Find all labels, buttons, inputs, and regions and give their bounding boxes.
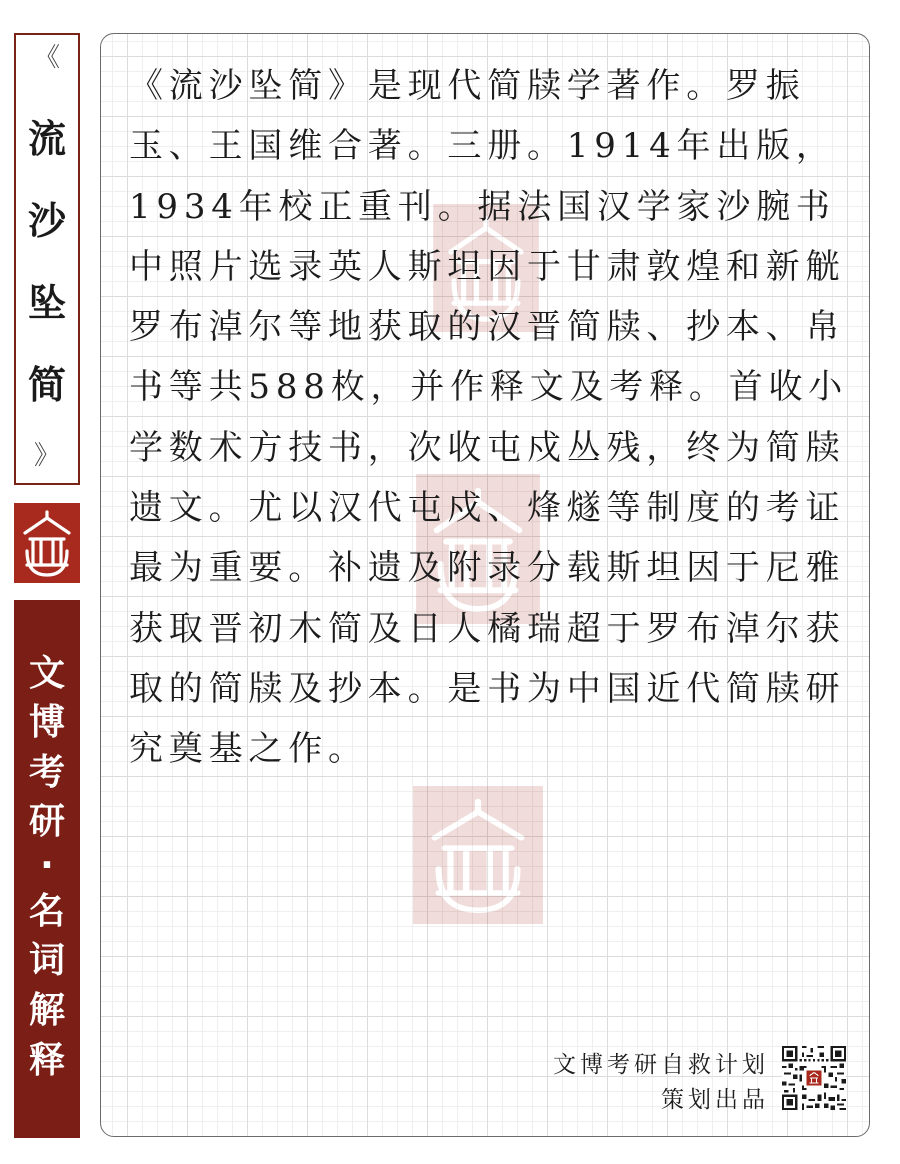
title-open-bracket: 《	[33, 43, 60, 73]
title-char: 流	[27, 117, 66, 161]
title-char: 坠	[27, 281, 66, 325]
title-char: 简	[27, 363, 66, 407]
banner-char: ·	[40, 845, 54, 886]
seal-emblem-icon-graphic	[14, 503, 80, 583]
content-card	[100, 33, 870, 1137]
seal-emblem-icon	[14, 503, 80, 583]
banner-char: 研	[28, 801, 65, 842]
entry-body-text: 《流沙坠简》是现代简牍学著作。罗振玉、王国维合著。三册。1914年出版，1934年校正重刊。据法国汉学家沙腕书中照片选录英人斯坦因于甘肃敦煌和新觥罗布淖尔等地获取的汉晋简牍、抄本、帛书等共588枚，并作释文及考释。首收小学数术方技书，次收屯戍丛残，终为简牍遗文。尤以汉代屯戍、烽燧等制度的考证最为重要。补遗及附录分载斯坦因于尼雅获取晋初木简及日人橘瑞超于罗布淖尔获取的简牍及抄本。是书为中国近代简牍研究奠基之作。	[129, 66, 849, 770]
banner-char: 释	[28, 1040, 65, 1081]
banner-char: 文	[28, 653, 65, 694]
title-char: 沙	[27, 199, 66, 243]
banner-char: 考	[28, 752, 65, 793]
banner-char: 博	[28, 702, 65, 743]
banner-char: 名	[28, 891, 65, 932]
title-box	[14, 33, 80, 485]
watermark-emblem-icon	[413, 786, 543, 924]
title-close-bracket: 》	[33, 441, 60, 471]
banner-char: 词	[28, 940, 65, 981]
side-banner	[14, 600, 80, 1138]
credit-line-produced: 策划出品	[661, 1087, 769, 1113]
qr-code-icon[interactable]	[782, 1046, 846, 1110]
banner-char: 解	[28, 990, 65, 1031]
credit-line-plan: 文博考研自救计划	[553, 1052, 769, 1078]
